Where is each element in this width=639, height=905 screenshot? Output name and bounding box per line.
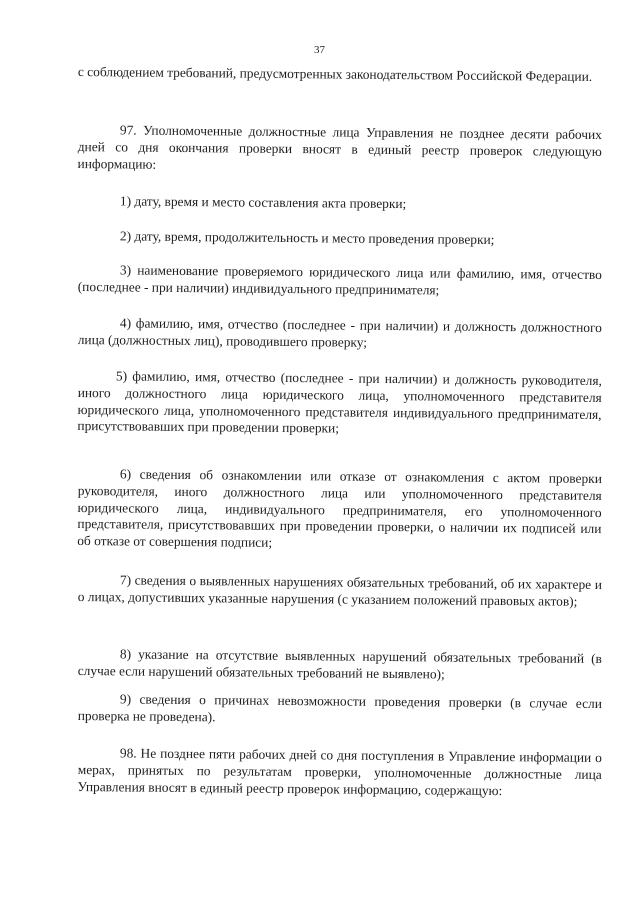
paragraph-continuation: с соблюдением требований, предусмотренных законодательством Российской Федерации. <box>77 64 593 84</box>
item-7: 7) сведения о выявленных нарушениях обязательных требований, об их характере и о лицах, допустивших указанные нарушения (с указанием положений правовых актов); <box>77 572 602 609</box>
page-number: 37 <box>314 44 325 56</box>
paragraph-97: 97. Уполномоченные должностные лица Управления не позднее десяти рабочих дней со дня окончания проверки вносят в единый реестр проверок следующую информацию: <box>77 122 602 172</box>
item-3: 3) наименование проверяемого юридического лица или фамилию, имя, отчество (последнее - при наличии) индивидуального предпринимателя; <box>77 262 602 298</box>
item-1: 1) дату, время и место составления акта проверки; <box>119 193 407 212</box>
item-9: 9) сведения о причинах невозможности проведения проверки (в случае если проверка не проведена). <box>77 691 602 725</box>
item-4: 4) фамилию, имя, отчество (последнее - при наличии) и должность должностного лица (должностных лиц), проводившего проверку; <box>77 315 602 350</box>
item-8: 8) указание на отсутствие выявленных нарушений обязательных требований (в случае если нарушений обязательных требований не выявлено); <box>77 646 602 682</box>
paragraph-98: 98. Не позднее пяти рабочих дней со дня поступления в Управление информации о мерах, принятых по результатам проверки, уполномоченные должностные лица Управления вносят в единый реестр проверок информацию, содержащую: <box>77 745 602 798</box>
item-5: 5) фамилию, имя, отчество (последнее - при наличии) и должность руководителя, иного должностного лица юридического лица, уполномоченного представителя юридического лица, уполномоченного представителя индивидуального предпринимателя, присутствовавших при проведении проверки; <box>77 368 602 436</box>
item-6: 6) сведения об ознакомлении или отказе от ознакомления с актом проверки руководителя, иного должностного лица или уполномоченного представителя юридического лица, индивидуального предпринимателя, его уполномоченного представителя, присутствовавших при проведении проверки, о наличии их подписей или об отказе от совершения подписи; <box>77 466 602 551</box>
item-2: 2) дату, время, продолжительность и место проведения проверки; <box>119 228 495 247</box>
